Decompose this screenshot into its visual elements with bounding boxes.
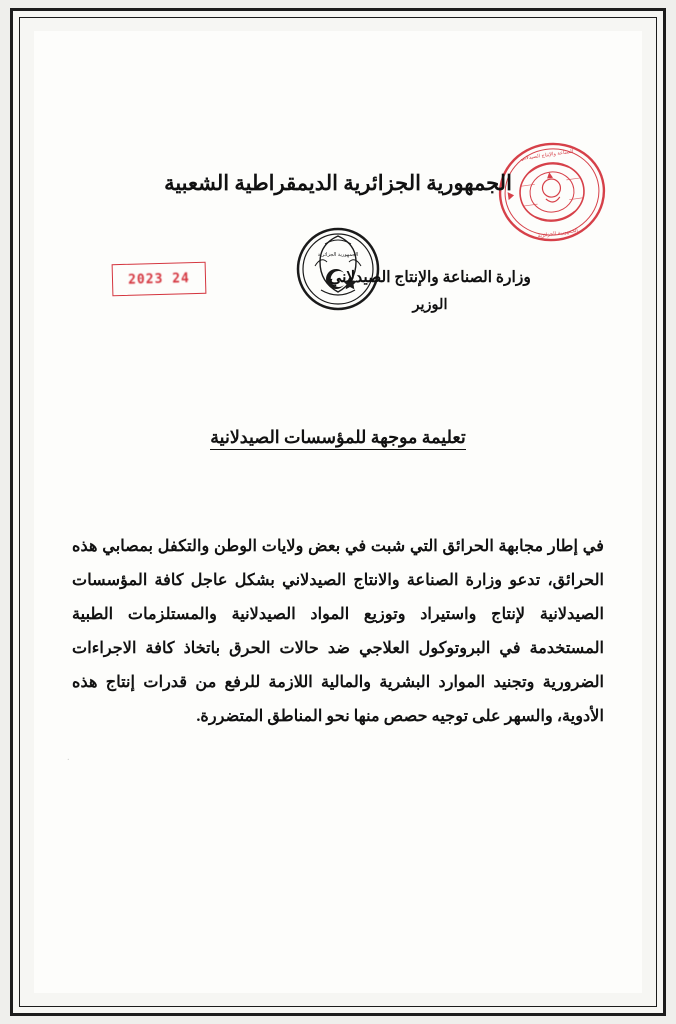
ministry-name: وزارة الصناعة والإنتاج الصيدلاني <box>329 269 531 286</box>
page-title <box>34 427 642 448</box>
republic-title: الجمهورية الجزائرية الديمقراطية الشعبية <box>164 171 512 195</box>
minister-label: الوزير <box>412 297 448 314</box>
svg-text:الصناعة والإنتاج الصيدلاني: الصناعة والإنتاج الصيدلاني <box>520 148 574 163</box>
ministry-block <box>310 263 550 320</box>
svg-text:الجمهورية الجزائرية: الجمهورية الجزائرية <box>317 252 359 258</box>
doc-title-text: تعليمة موجهة للمؤسسات الصيدلانية <box>210 427 465 450</box>
date-stamp-text: 2023 24 <box>127 270 191 288</box>
faint-margin-mark: · <box>66 755 70 766</box>
date-stamp <box>112 262 207 296</box>
svg-text:الجمهورية الجزائرية: الجمهورية الجزائرية <box>537 227 579 240</box>
document-body: في إطار مجابهة الحرائق التي شبت في بعض ولايات الوطن والتكفل بمصابي هذه الحرائق، تدعو وزارة الصناعة والانتاج الصيدلاني بشكل عاجل كافة المؤسسات الصيدلانية لإنتاج واستيراد وتوزيع المواد الصيدلانية والمستلزمات الطبية المستخدمة في البروتوكول العلاجي ضد حالات الحرق باتخاذ كافة الاجراءات الضرورية وتجنيد الموارد البشرية والمالية اللازمة للرفع من قدرات إنتاج هذه الأدوية، والسهر على توجيه حصص منها نحو المناطق المتضررة. <box>72 537 604 726</box>
document-sheet <box>34 31 642 993</box>
page-border-outer <box>10 8 666 1016</box>
